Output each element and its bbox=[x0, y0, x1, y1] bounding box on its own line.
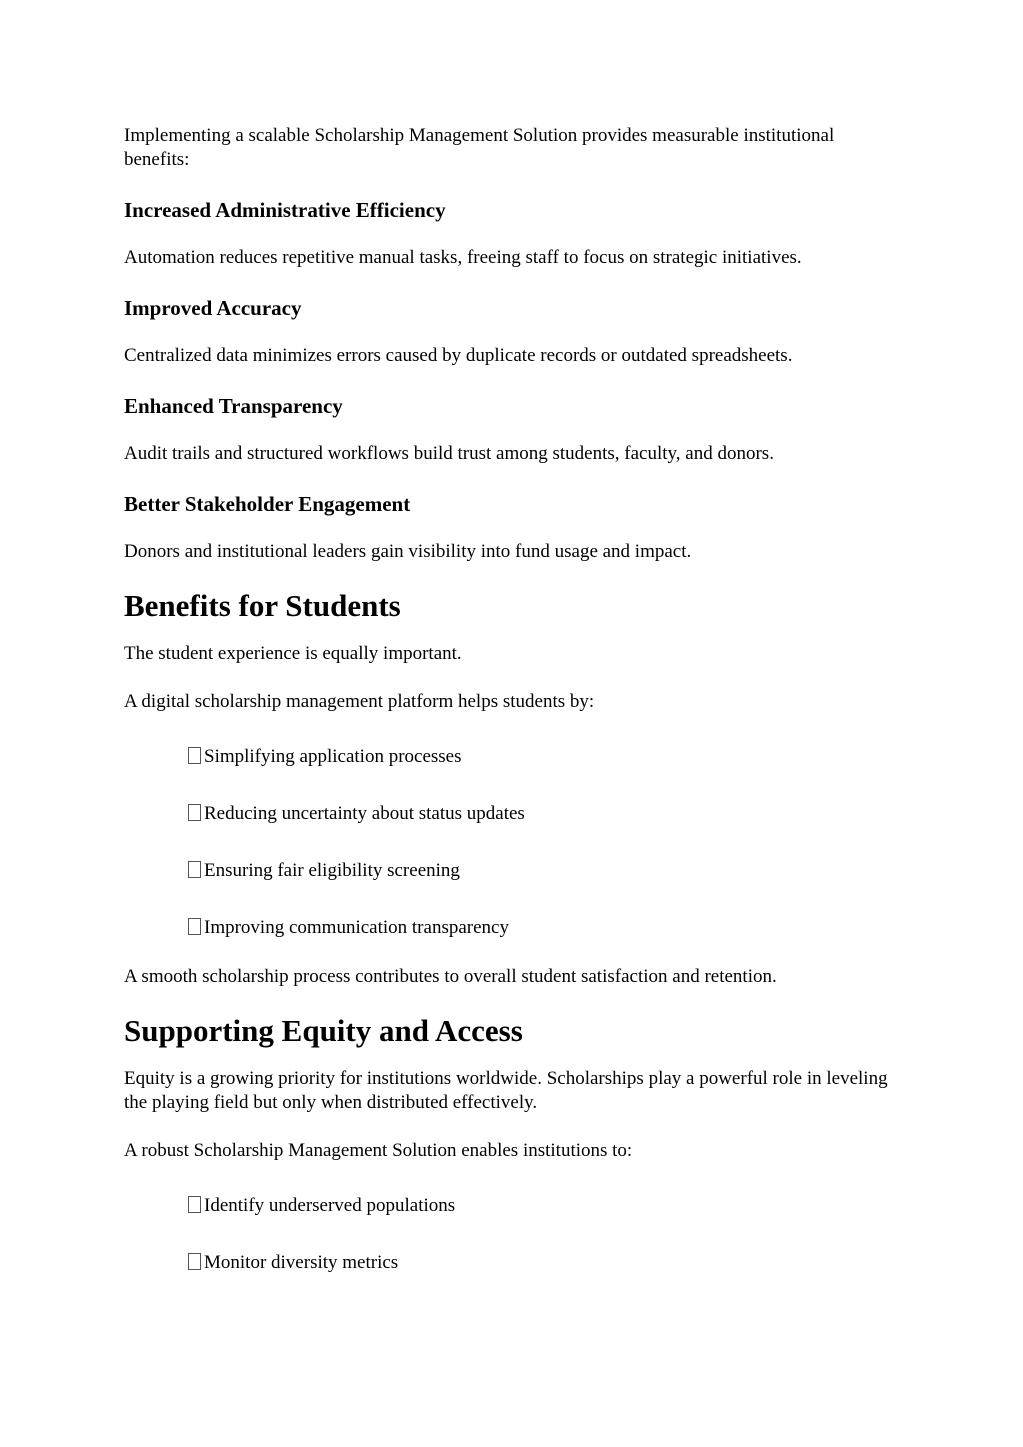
list-item bbox=[124, 802, 904, 826]
list-item bbox=[124, 1251, 904, 1275]
benefit-heading-transparency: Enhanced Transparency bbox=[124, 394, 343, 418]
students-paragraph-1: The student experience is equally important. bbox=[124, 643, 462, 664]
list-item-text: Improving communication transparency bbox=[204, 917, 509, 938]
benefit-text-transparency: Audit trails and structured workflows build trust among students, faculty, and donors. bbox=[124, 443, 774, 464]
list-item-text: Monitor diversity metrics bbox=[204, 1252, 399, 1273]
list-item bbox=[124, 859, 904, 883]
bullet-box-icon bbox=[188, 747, 201, 764]
students-closing: A smooth scholarship process contributes to overall student satisfaction and retention. bbox=[124, 966, 777, 987]
bullet-box-icon bbox=[188, 918, 201, 935]
benefit-text-accuracy: Centralized data minimizes errors caused by duplicate records or outdated spreadsheets. bbox=[124, 345, 793, 366]
section-title-equity: Supporting Equity and Access bbox=[124, 1013, 523, 1048]
benefit-text-efficiency: Automation reduces repetitive manual tasks, freeing staff to focus on strategic initiatives. bbox=[124, 247, 802, 268]
students-paragraph-2: A digital scholarship management platform helps students by: bbox=[124, 691, 595, 712]
list-item bbox=[124, 745, 904, 769]
list-item bbox=[124, 916, 904, 940]
equity-paragraph-2: A robust Scholarship Management Solution enables institutions to: bbox=[124, 1140, 633, 1161]
bullet-box-icon bbox=[188, 861, 201, 878]
benefit-heading-engagement: Better Stakeholder Engagement bbox=[124, 492, 411, 516]
bullet-box-icon bbox=[188, 1196, 201, 1213]
list-item-text: Reducing uncertainty about status updates bbox=[204, 803, 525, 824]
list-item bbox=[124, 1194, 904, 1218]
intro-paragraph: Implementing a scalable Scholarship Management Solution provides measurable institutional benefits: bbox=[124, 125, 835, 170]
benefit-heading-accuracy: Improved Accuracy bbox=[124, 296, 302, 320]
section-title-students: Benefits for Students bbox=[124, 588, 401, 623]
benefit-text-engagement: Donors and institutional leaders gain visibility into fund usage and impact. bbox=[124, 541, 692, 562]
equity-paragraph-1: Equity is a growing priority for institutions worldwide. Scholarships play a powerful role in leveling the playing field but only when distributed effectively. bbox=[124, 1068, 888, 1113]
benefit-heading-efficiency: Increased Administrative Efficiency bbox=[124, 198, 446, 222]
list-item-text: Simplifying application processes bbox=[204, 746, 462, 767]
list-item-text: Identify underserved populations bbox=[204, 1195, 456, 1216]
bullet-box-icon bbox=[188, 804, 201, 821]
document-page bbox=[124, 124, 904, 1275]
bullet-box-icon bbox=[188, 1253, 201, 1270]
list-item-text: Ensuring fair eligibility screening bbox=[204, 860, 460, 881]
